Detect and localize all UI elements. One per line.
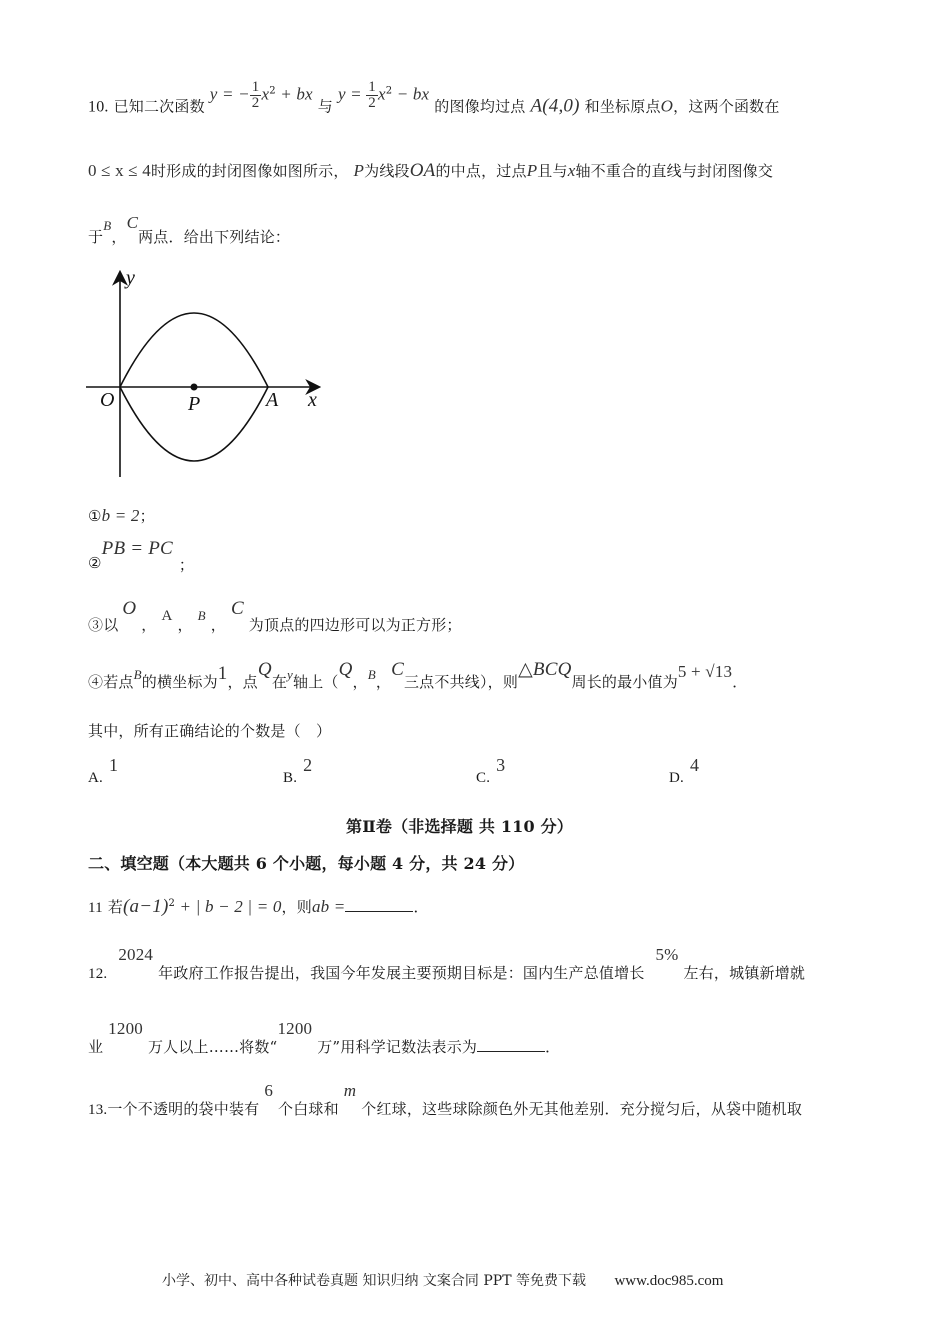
footer-link[interactable]: www.doc985.com — [614, 1273, 724, 1289]
conclusion-4: ④若点B的横坐标为1，点Q在y轴上（Q，B，C三点不共线），则△BCQ周长的最小值为5 + √13． — [88, 659, 748, 691]
figure-closed-graph — [80, 265, 340, 490]
option-d[interactable]: D.4 — [669, 755, 700, 786]
conclusion-2: ②PB = PC； — [88, 538, 195, 574]
q10-question: 其中，所有正确结论的个数是（ ） — [88, 722, 332, 740]
question-number: 10. — [88, 98, 109, 116]
q10-line1: 10. 已知二次函数 y = − $\frac{1}{2}$ $x^2$ + bx 与 y = $\frac{1}{2}$ $x^2$ − bx 的图像均过点 A(4,0) 和坐标原点O，这两个函数在 — [88, 79, 780, 117]
label-P: P — [188, 393, 201, 415]
footer-text: 小学、初中、高中各种试卷真题 知识归纳 文案合同 PPT 等免费下载 — [162, 1273, 586, 1289]
footer — [162, 1270, 723, 1290]
answer-blank[interactable] — [345, 897, 413, 912]
conclusion-1: ①b = 2； — [88, 506, 155, 525]
option-a[interactable]: A.1 — [88, 755, 119, 786]
q11: 11 若$(a-1)^2$ + | b − 2 | = 0，则ab = ． — [88, 896, 429, 917]
parabola-figure — [80, 265, 340, 490]
answer-blank[interactable] — [477, 1037, 545, 1052]
function-1: y = − $\frac{1}{2}$ $x^2$ + bx — [209, 79, 313, 111]
label-A: A — [266, 389, 279, 411]
section-subtitle: 二、填空题（本大题共 6 个小题，每小题 4 分，共 24 分） — [88, 854, 525, 873]
label-x: x — [308, 389, 317, 411]
q13: 13.一个不透明的袋中装有 6 个白球和 m 个红球，这些球除颜色外无其他差别．充分搅匀后，从袋中随机取 — [88, 1081, 803, 1118]
q12-line2: 业 1200 万人以上……将数“1200 万”用科学记数法表示为 ． — [88, 1019, 561, 1056]
option-c[interactable]: C.3 — [476, 755, 506, 786]
section-title: 第Ⅱ卷（非选择题 共 110 分） — [346, 817, 573, 836]
label-y: y — [126, 267, 135, 289]
q12-line1: 12. 2024 年政府工作报告提出，我国今年发展主要预期目标是：国内生产总值增长 5% 左右，城镇新增就 — [88, 945, 806, 982]
q10-line2: 0 ≤ x ≤ 4时形成的封闭图像如图所示， P为线段OA的中点，过点P且与x轴不重合的直线与封闭图像交 — [88, 160, 774, 181]
conclusion-3: ③以O ， A ， B ， C 为顶点的四边形可以为正方形； — [88, 598, 462, 634]
function-2: y = $\frac{1}{2}$ $x^2$ − bx — [337, 79, 430, 111]
q10-line3: 于B，C两点．给出下列结论： — [88, 213, 291, 246]
label-O: O — [100, 389, 115, 411]
option-b[interactable]: B.2 — [283, 755, 313, 786]
